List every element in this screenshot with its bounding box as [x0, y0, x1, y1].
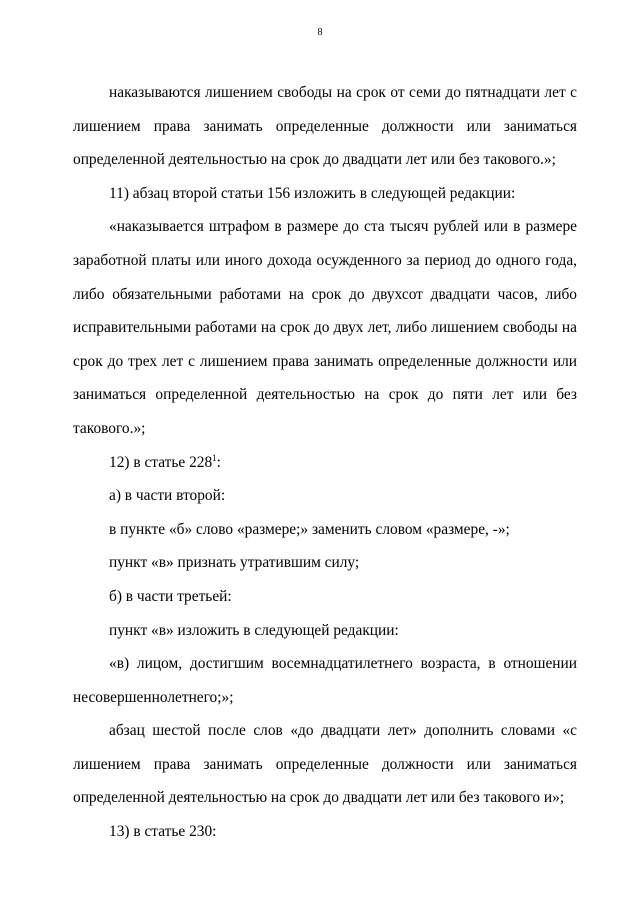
paragraph-point-v-text: «в) лицом, достигшим восемнадцатилетнего возраста, в отношении несовершеннолетнего;»;: [73, 655, 577, 706]
document-body: [73, 76, 577, 849]
paragraph-penalty-continuation: наказываются лишением свободы на срок от семи до пятнадцати лет с лишением права занимать определенные должности или заниматься определенной деятельностью на срок до двадцати лет или без такового.»;: [73, 84, 577, 169]
paragraph-point-v-amend: пункт «в» изложить в следующей редакции:: [109, 621, 399, 639]
paragraph-item-11: 11) абзац второй статьи 156 изложить в следующей редакции:: [109, 184, 516, 202]
paragraph-sixth-addition: абзац шестой после слов «до двадцати лет» дополнить словами «с лишением права занимать определенные должности или заниматься определенной деятельностью на срок до двадцати лет или без такового и»;: [73, 722, 577, 807]
item-12-text: 12) в статье 228: [109, 453, 213, 471]
paragraph-item-13: 13) в статье 230:: [109, 823, 217, 841]
paragraph-subitem-b: б) в части третьей:: [109, 587, 232, 605]
paragraph-subitem-a: а) в части второй:: [109, 487, 226, 505]
paragraph-point-b-replace: в пункте «б» слово «размере;» заменить словом «размере, -»;: [109, 520, 510, 538]
paragraph-article-156-text: «наказывается штрафом в размере до ста тысяч рублей или в размере заработной платы или иного дохода осужденного за период до одного года, либо обязательными работами на срок до двухсот двадцати часов, либо исправительными работами на срок до двух лет, либо лишением свободы на срок до трех лет с лишением права занимать определенные должности или заниматься определенной деятельностью на срок до пяти лет или без такового.»;: [73, 218, 577, 437]
paragraph-item-12: [73, 446, 577, 480]
article-superscript: 1: [212, 452, 217, 463]
page-number: 8: [317, 27, 323, 38]
paragraph-point-v-repeal: пункт «в» признать утратившим силу;: [109, 554, 360, 572]
item-12-colon: :: [216, 453, 221, 471]
